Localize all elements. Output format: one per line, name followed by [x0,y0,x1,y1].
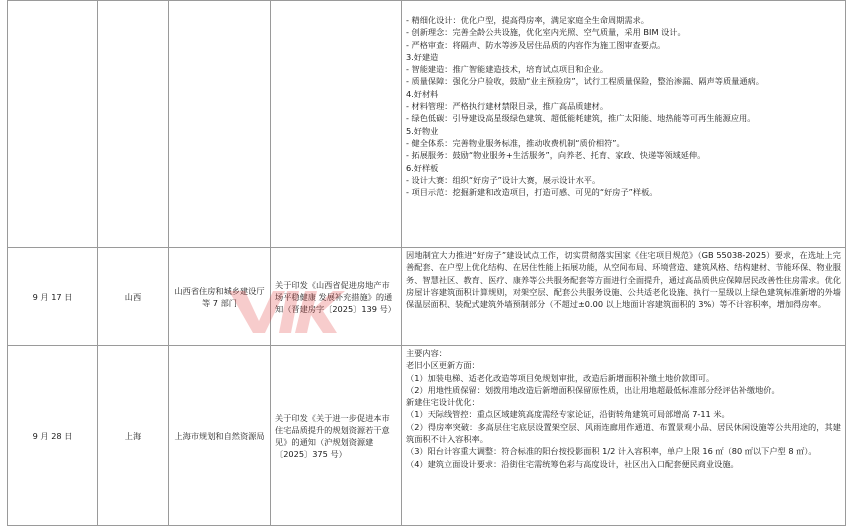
content-line: （2）得房率突破：多高层住宅底层设置架空层、风雨连廊用作通道、布置景观小品、居民休闲设施等公共用途的，其建筑面积不计入容积率。 [406,421,841,445]
content-heading: 主要内容： [406,348,447,358]
content-heading: 4.好材料 [406,88,439,99]
content-line: - 材料管理：严格执行建材禁限目录，推广高品质建材。 [406,101,609,112]
doc-cell: 关于印发《关于进一步促进本市住宅品质提升的规划资源若干意见》的通知（沪规划资源建〔2025〕375 号） [271,346,402,526]
table-row [8,248,846,346]
content-line: （4）建筑立面设计要求：沿街住宅需统筹色彩与高度设计，社区出入口配套便民商业设施。 [406,458,739,469]
content-line: - 绿色低碳：引导建设高星级绿色建筑、超低能耗建筑，推广太阳能、地热能等可再生能源应用。 [406,113,756,124]
content-line: - 精细化设计：优化户型，提高得房率，满足家庭全生命周期需求。 [406,15,649,25]
content-line: - 智能建造：推广智能建造技术，培育试点项目和企业。 [406,64,609,75]
doc-cell: 关于印发《山西省促进房地产市场平稳健康 发展补充措施》的通知（晋建房字〔2025〕139 号） [271,248,402,346]
content-line: - 拓展服务：鼓励“物业服务+生活服务”，向养老、托育、家政、快递等领域延伸。 [406,150,706,161]
content-line: - 严格审查：将隔声、防水等涉及居住品质的内容作为施工图审查要点。 [406,39,666,50]
region-cell: 山西 [98,248,169,346]
org-cell: 上海市规划和自然资源局 [169,346,271,526]
org-cell [169,1,271,248]
content-paragraph: 因地制宜大力推进“好房子”建设试点工作，切实贯彻落实国家《住宅项目规范》（GB 55038-2025）要求，在选址上完善配套、在户型上优化结构、在居住性能上拓展功能，从空间布局、环境营造、建筑风格、结构建材、节能环保、物业服务、智慧社区、教育、医疗、康养等公共服务配套等方面进行全面提升，通过高品质供应保障居民改善性住房需求。优化房屋计容建筑面积计算规则，对架空层、配套公共服务设施、公共适老化设施、执行一星级以上绿色建筑标准新增的外墙保温层面积、装配式建筑外墙预制部分（不超过±0.00 以上地面计容建筑面积的 3%）等不计容积率，增加得房率。 [406,250,841,310]
date-cell [8,1,98,248]
policy-table [7,0,846,526]
region-cell [98,1,169,248]
content-heading: 老旧小区更新方面： [406,360,480,371]
content-cell [402,1,846,248]
content-line: - 健全体系：完善物业服务标准，推动收费机制“质价相符”。 [406,137,625,148]
content-heading: 5.好物业 [406,125,439,136]
content-cell [402,248,846,346]
date-cell: 9 月 28 日 [8,346,98,526]
table-row [8,1,846,248]
content-line: - 设计大赛：组织“好房子”设计大赛，展示设计水平。 [406,174,601,185]
org-cell: 山西省住房和城乡建设厅等 7 部门 [169,248,271,346]
doc-cell [271,1,402,248]
content-heading: 6.好样板 [406,162,439,173]
region-cell: 上海 [98,346,169,526]
content-line: （2）用地性质保留：划拨用地改造后新增面积保留原性质，出让用地超最低标准部分经评估补缴地价。 [406,384,780,395]
content-line: - 创新理念：完善全龄公共设施，优化室内光照、空气质量，采用 BIM 设计。 [406,27,686,38]
content-heading: 3.好建造 [406,51,439,62]
content-line: （1）天际线管控：重点区域建筑高度需经专家论证，沿街转角建筑可局部增高 7-11 米。 [406,409,730,420]
content-heading: 新建住宅设计优化： [406,397,480,408]
content-line: （1）加装电梯、适老化改造等项目免规划审批，改造后新增面积补缴土地价款即可。 [406,372,715,383]
content-line: - 质量保障：强化分户验收，鼓励“业主预验房”，试行工程质量保险，整治渗漏、隔声等质量通病。 [406,76,764,87]
content-line: （3）阳台计容重大调整：符合标准的阳台按投影面积 1/2 计入容积率，单户上限 16 ㎡（80 ㎡以下户型 8 ㎡）。 [406,446,817,457]
table-row [8,346,846,526]
date-cell: 9 月 17 日 [8,248,98,346]
content-cell [402,346,846,526]
content-line: - 项目示范：挖掘新建和改造项目，打造可感、可见的“好房子”样板。 [406,187,658,198]
